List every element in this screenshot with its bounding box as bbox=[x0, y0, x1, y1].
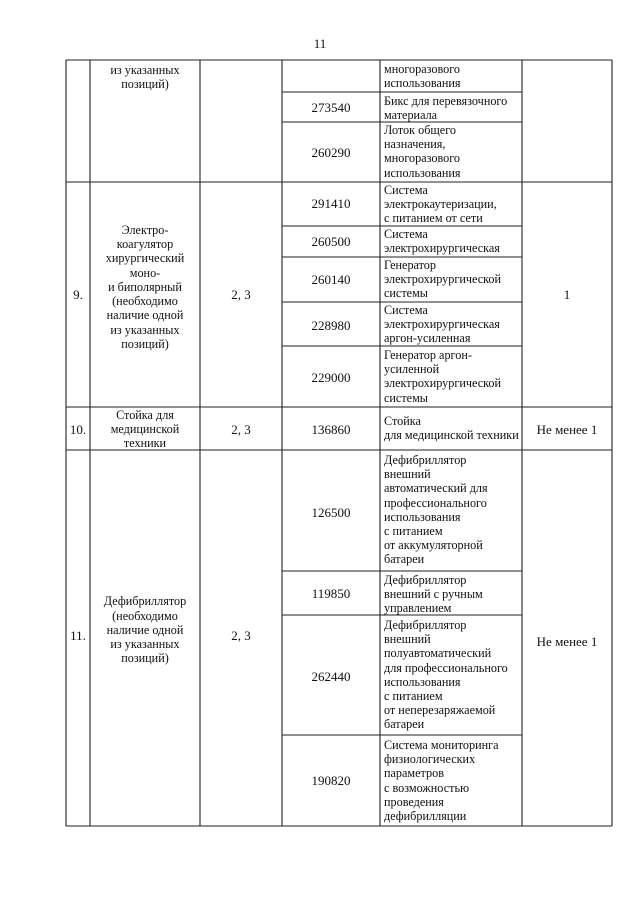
row-quantity: Не менее 1 bbox=[536, 422, 598, 437]
row-number: 10. bbox=[69, 422, 87, 437]
row-classes: 2, 3 bbox=[231, 628, 251, 643]
item-description: Генератор аргон- усиленной электрохирургической системы bbox=[384, 348, 502, 405]
item-description: Генератор электрохирургической системы bbox=[384, 258, 502, 301]
item-description: Система мониторинга физиологических параметров с возможностью проведения дефибрилляции bbox=[384, 738, 499, 824]
item-code: 260140 bbox=[311, 272, 351, 287]
item-description: Дефибриллятор внешний полуавтоматический для профессионального использования с питанием от неперезаряжаемой батареи bbox=[384, 618, 508, 732]
row-number: 9. bbox=[73, 287, 83, 302]
item-description: Лоток общего назначения, многоразового использования bbox=[384, 123, 461, 180]
row-name: Электро- коагулятор хирургический моно- и биполярный (необходимо наличие одной из указанных позиций) bbox=[105, 223, 185, 351]
item-description: Система электрокаутеризации, с питанием от сети bbox=[384, 183, 497, 226]
item-code: 136860 bbox=[311, 422, 351, 437]
row-classes: 2, 3 bbox=[231, 422, 251, 437]
item-code: 291410 bbox=[311, 196, 351, 211]
item-code: 260500 bbox=[311, 234, 351, 249]
row-quantity: 1 bbox=[563, 287, 571, 302]
item-description: Дефибриллятор внешний автоматический для профессионального использования с питанием от аккумуляторной батареи bbox=[384, 453, 488, 567]
item-code: 126500 bbox=[311, 505, 351, 520]
row-classes: 2, 3 bbox=[231, 287, 251, 302]
page-number: 11 bbox=[313, 36, 327, 51]
row-number: 11. bbox=[70, 628, 86, 643]
row-name: Стойка для медицинской техники bbox=[110, 407, 180, 451]
row-name: Дефибриллятор (необходимо наличие одной из указанных позиций) bbox=[103, 594, 187, 666]
item-description: Система электрохирургическая аргон-усиленная bbox=[384, 303, 500, 346]
item-description: Система электрохирургическая bbox=[384, 227, 500, 256]
item-code: 228980 bbox=[311, 318, 351, 333]
row-quantity: Не менее 1 bbox=[536, 634, 598, 649]
item-description: Стойка для медицинской техники bbox=[384, 414, 519, 443]
item-code: 262440 bbox=[311, 669, 351, 684]
item-description: Бикс для перевязочного материала bbox=[384, 94, 508, 123]
item-code: 260290 bbox=[311, 145, 351, 160]
item-description: Дефибриллятор внешний с ручным управлением bbox=[384, 573, 483, 616]
item-description: многоразового использования bbox=[384, 62, 461, 91]
item-code: 273540 bbox=[311, 100, 351, 115]
item-code: 119850 bbox=[311, 586, 351, 601]
item-code: 190820 bbox=[311, 773, 351, 788]
item-code: 229000 bbox=[311, 370, 351, 385]
continuation-name: из указанных позиций) bbox=[110, 62, 180, 91]
